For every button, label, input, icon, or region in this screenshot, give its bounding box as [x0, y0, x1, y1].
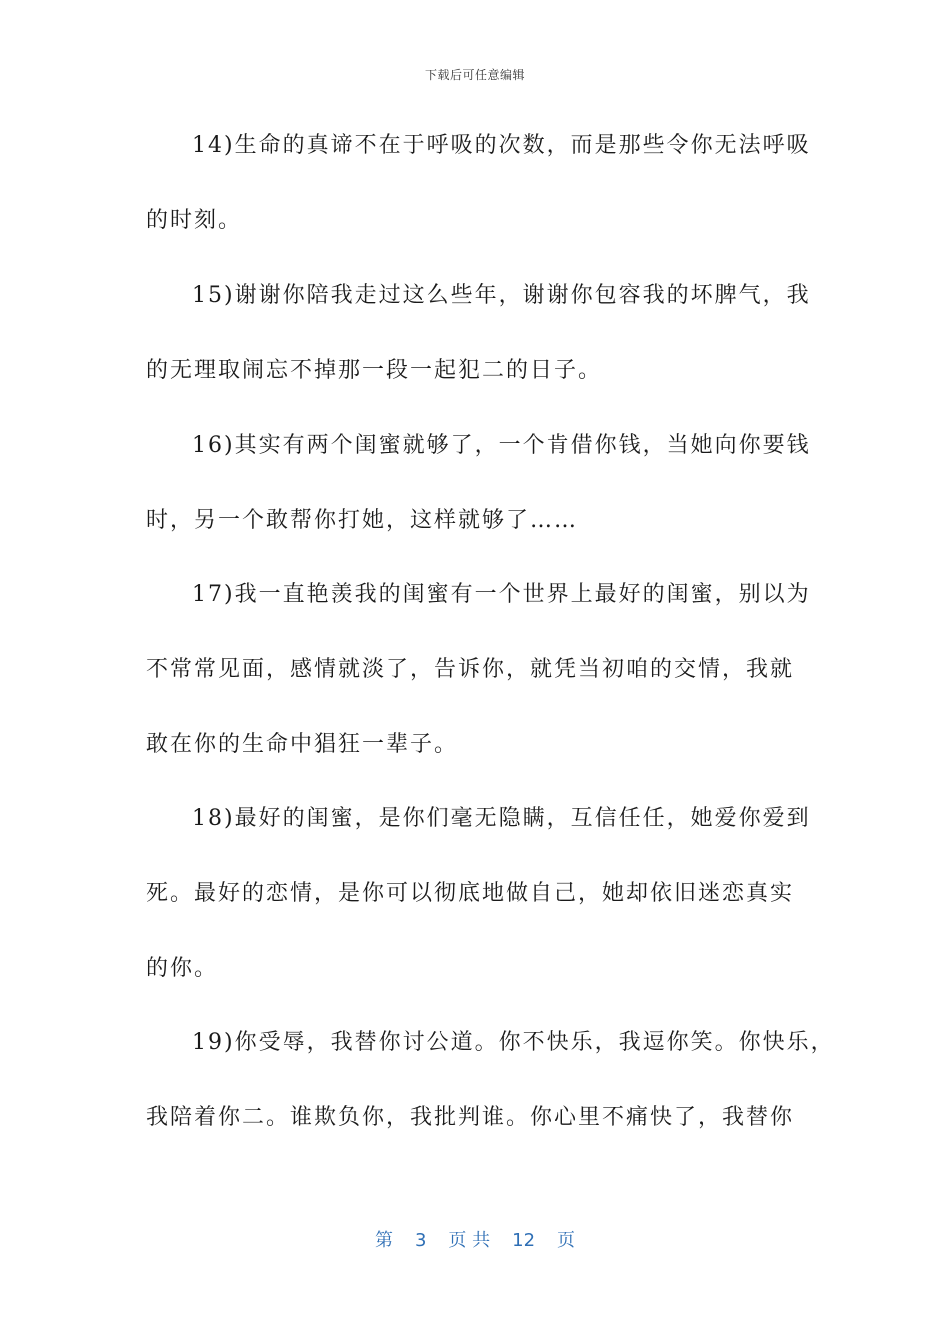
paragraph-17-line-2: 不常常见面，感情就淡了，告诉你，就凭当初咱的交情，我就 [146, 657, 795, 682]
paragraph-17-line-3: 敢在你的生命中猖狂一辈子。 [146, 732, 459, 757]
paragraph-14-line-2: 的时刻。 [146, 208, 243, 233]
paragraph-18-line-1: 18)最好的闺蜜，是你们毫无隐瞒，互信任任，她爱你爱到 [192, 806, 811, 831]
paragraph-19-line-2: 我陪着你二。谁欺负你，我批判谁。你心里不痛快了，我替你 [146, 1105, 795, 1130]
paragraph-15-line-1: 15)谢谢你陪我走过这么些年，谢谢你包容我的坏脾气，我 [192, 283, 811, 308]
paragraph-19-line-1: 19)你受辱，我替你讨公道。你不快乐，我逗你笑。你快乐， [192, 1030, 835, 1055]
footer-label-ye: 页 [557, 1230, 576, 1251]
paragraph-18-line-2: 死。最好的恋情，是你可以彻底地做自己，她却依旧迷恋真实 [146, 881, 795, 906]
header-note: 下载后可任意编辑 [424, 68, 525, 82]
paragraph-14-line-1: 14)生命的真谛不在于呼吸的次数，而是那些令你无法呼吸 [192, 133, 811, 158]
footer-total-pages: 12 [512, 1230, 536, 1251]
paragraph-16-line-1: 16)其实有两个闺蜜就够了，一个肯借你钱，当她向你要钱 [192, 433, 811, 458]
paragraph-17-line-1: 17)我一直艳羡我的闺蜜有一个世界上最好的闺蜜，别以为 [192, 582, 811, 607]
footer-label-di: 第 [374, 1230, 393, 1251]
paragraph-16-line-2: 时，另一个敢帮你打她，这样就够了…… [146, 508, 579, 533]
paragraph-18-line-3: 的你。 [146, 956, 219, 981]
footer-current-page: 3 [414, 1230, 427, 1251]
footer-label-ye-gong: 页 共 [448, 1230, 491, 1251]
paragraph-15-line-2: 的无理取闹忘不掉那一段一起犯二的日子。 [146, 358, 603, 383]
page-footer [0, 1226, 950, 1252]
